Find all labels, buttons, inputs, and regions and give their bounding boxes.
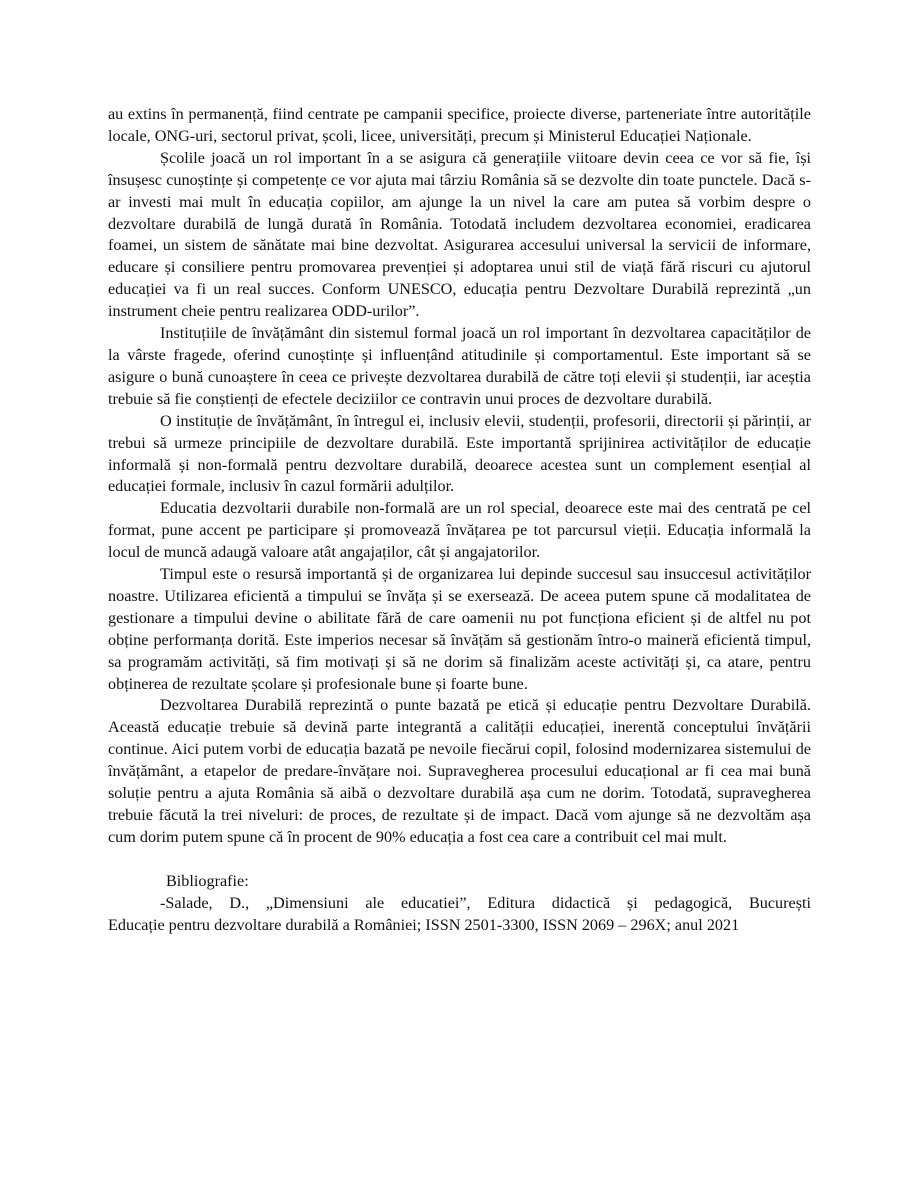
paragraph-sustainable-development-conclusion: Dezvoltarea Durabilă reprezintă o punte bazată pe etică și educație pentru Dezvoltare Durabilă. Această educație trebuie să devină parte integrantă a calității educației, inerentă conceptului învățării continue. Aici putem vorbi de educația bazată pe nevoile fiecărui copil, folosind modernizarea sistemului de învățământ, a etapelor de predare-învățare noi. Supravegherea procesului educațional ar fi cea mai bună soluție pentru a ajuta România să aibă o dezvoltare durabilă așa cum ne dorim. Totodată, supravegherea trebuie făcută la trei niveluri: de proces, de rezultate și de impact. Dacă vom ajunge să ne dezvoltăm așa cum dorim putem spune că în procent de 90% educația a fost cea care a contribuit cel mai mult. [108,696,811,846]
bibliography-entry-line2: Educație pentru dezvoltare durabilă a României; ISSN 2501-3300, ISSN 2069 – 296X; anul 2021 [108,915,740,934]
blank-line [108,849,811,871]
paragraph-non-formal-education: Educatia dezvoltarii durabile non-formală are un rol special, deoarece este mai des centrată pe cel format, pune accent pe participare și promovează învățarea pe tot parcursul vieții. Educația informală la locul de muncă adaugă valoare atât angajaților, cât și angajatorilor. [108,499,811,562]
bibliography-entry-line1: -Salade, D., „Dimensiuni ale educatiei”, Editura didactică și pedagogică, București [160,893,811,912]
bibliography-heading: Bibliografie: [166,871,249,890]
paragraph-schools-role: Școlile joacă un rol important în a se asigura că generațiile viitoare devin ceea ce vor să fie, își însușesc cunoștințe și competențe ce vor ajuta mai târziu România să se dezvolte din toate punctele. Dacă s-ar investi mai mult în educația copiilor, am ajunge la un nivel la care am putea să vorbim despre o dezvoltare durabilă de lungă durată în România. Totodată includem dezvoltarea economiei, eradicarea foamei, un sistem de sănătate mai bine dezvoltat. Asigurarea accesului universal la servicii de informare, educare și consiliere pentru promovarea prevenției și adoptarea unui stil de viață fără riscuri cu ajutorul educației va fi un real succes. Conform UNESCO, educația pentru Dezvoltare Durabilă reprezintă „un instrument cheie pentru realizarea ODD-urilor”. [108,148,811,321]
document-page [108,104,811,936]
paragraph-formal-institutions: Instituțiile de învățământ din sistemul formal joacă un rol important în dezvoltarea capacităților de la vârste fragede, oferind cunoștințe și influențând atitudinile și comportamentul. Este important să se asigure o bună cunoaștere în ceea ce privește dezvoltarea durabilă de către toți elevii și studenții, iar aceștia trebuie să fie conștienți de efectele deciziilor ce contravin unui proces de dezvoltare durabilă. [108,324,811,408]
paragraph-whole-institution: O instituție de învățământ, în întregul ei, inclusiv elevii, studenții, profesorii, directorii și părinții, ar trebui să urmeze principiile de dezvoltare durabilă. Este importantă sprijinirea activităților de educație informală și non-formală pentru dezvoltare durabilă, deoarece acestea sunt un complement esențial al educației formale, inclusiv în cazul formării adulților. [108,411,811,496]
paragraph-time-management: Timpul este o resursă importantă și de organizarea lui depinde succesul sau insuccesul activităților noastre. Utilizarea eficientă a timpului se învăța și se exersează. De aceea putem spune că modalitatea de gestionare a timpului devine o abilitate fără de care oamenii nu pot funcționa eficient și de altfel nu pot obține performanța dorită. Este imperios necesar să învățăm să gestionăm întro-o maineră eficientă timpul, sa programăm activități, să fim motivați și să ne dorim să finalizăm aceste activități și, ca atare, pentru obținerea de rezultate școlare și profesionale bune și foarte bune. [108,565,811,693]
paragraph-intro-continuation: au extins în permanență, fiind centrate pe campanii specifice, proiecte diverse, parteneriate între autoritățile locale, ONG-uri, sectorul privat, școli, licee, universități, precum și Ministerul Educației Naționale. [108,105,811,145]
